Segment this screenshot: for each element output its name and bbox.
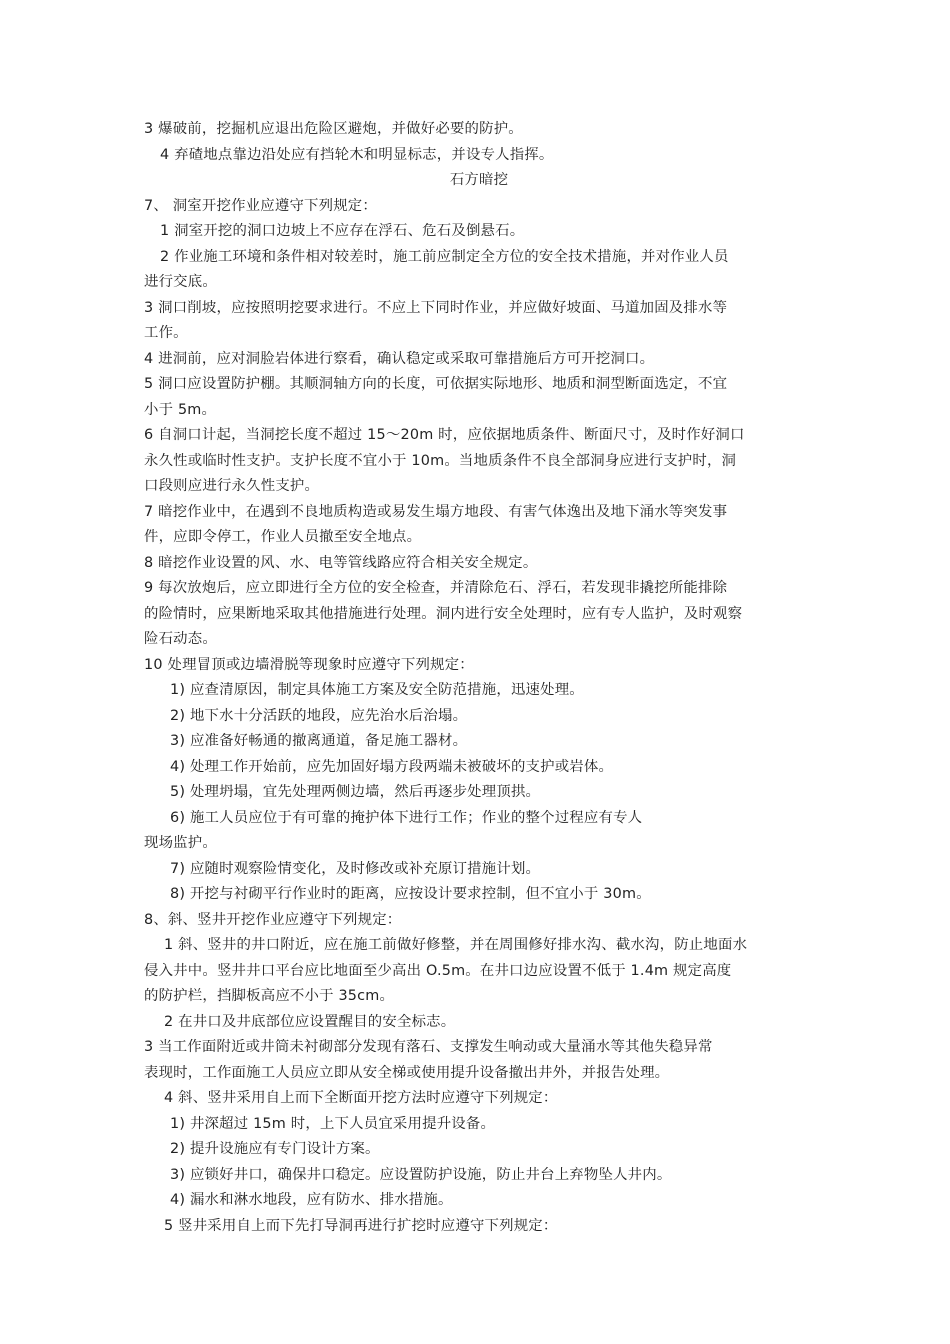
- text-line: 进行交底。: [144, 274, 217, 290]
- text-line: 5 洞口应设置防护棚。其顺洞轴方向的长度，可依据实际地形、地质和洞型断面选定，不宜: [144, 376, 728, 392]
- text-line: 1 斜、竖井的井口附近，应在施工前做好修整，并在周围修好排水沟、截水沟，防止地面水: [164, 937, 748, 953]
- text-line: 件，应即令停工，作业人员撤至安全地点。: [144, 529, 422, 545]
- text-line: 2) 地下水十分活跃的地段，应先治水后治塌。: [170, 707, 468, 724]
- text-line: 9 每次放炮后，应立即进行全方位的安全检查，并清除危石、浮石，若发现非撬挖所能排除: [144, 580, 728, 596]
- text-line: 险石动态。: [144, 631, 217, 647]
- text-line: 的防护栏，挡脚板高应不小于 35cm。: [144, 988, 395, 1004]
- text-line: 永久性或临时性支护。支护长度不宜小于 10m。当地质条件不良全部洞身应进行支护时，洞: [144, 452, 737, 469]
- text-line: 2 作业施工环境和条件相对较差时，施工前应制定全方位的安全技术措施，并对作业人员: [160, 248, 729, 265]
- text-line: 工作。: [144, 325, 188, 341]
- text-line: 3) 应准备好畅通的撤离通道，备足施工器材。: [170, 733, 468, 749]
- text-line: 4 斜、竖井采用自上而下全断面开挖方法时应遵守下列规定：: [164, 1090, 558, 1106]
- text-line: 侵入井中。竖井井口平台应比地面至少高出 O.5m。在井口边应设置不低于 1.4m 规定高度: [144, 962, 732, 979]
- text-line: 7 暗挖作业中，在遇到不良地质构造或易发生塌方地段、有害气体逸出及地下涌水等突发事: [144, 503, 728, 520]
- text-line: 4) 处理工作开始前，应先加固好塌方段两端未被破坏的支护或岩体。: [170, 758, 614, 775]
- text-line: 2 在井口及井底部位应设置醒目的安全标志。: [164, 1013, 456, 1030]
- text-line: 5 竖井采用自上而下先打导洞再进行扩挖时应遵守下列规定：: [164, 1217, 558, 1234]
- document-body: [144, 117, 814, 1239]
- text-line: 小于 5m。: [144, 401, 217, 418]
- text-line: 5) 处理坍塌，宜先处理两侧边墙，然后再逐步处理顶拱。: [170, 784, 541, 800]
- text-line: 8) 开挖与衬砌平行作业时的距离，应按设计要求控制，但不宜小于 30m。: [170, 886, 651, 902]
- text-line: 2) 提升设施应有专门设计方案。: [170, 1141, 380, 1157]
- text-line: 8、斜、竖井开挖作业应遵守下列规定：: [144, 911, 402, 928]
- text-line: 1 洞室开挖的洞口边坡上不应存在浮石、危石及倒悬石。: [160, 223, 525, 239]
- text-line: 4 弃碴地点靠边沿处应有挡轮木和明显标志，并设专人指挥。: [160, 146, 554, 163]
- text-line: 8 暗挖作业设置的风、水、电等管线路应符合相关安全规定。: [144, 554, 538, 571]
- section-heading: 石方暗挖: [449, 172, 509, 188]
- text-line: 6) 施工人员应位于有可靠的掩护体下进行工作；作业的整个过程应有专人: [170, 809, 643, 826]
- text-line: 1) 应查清原因，制定具体施工方案及安全防范措施，迅速处理。: [170, 682, 584, 698]
- text-line: 1) 井深超过 15m 时，上下人员宜采用提升设备。: [170, 1115, 496, 1132]
- text-line: 3 爆破前，挖掘机应退出危险区避炮，并做好必要的防护。: [144, 121, 523, 137]
- text-line: 3) 应锁好井口，确保井口稳定。应设置防护设施，防止井台上弃物坠人井内。: [170, 1166, 672, 1183]
- text-line: 6 自洞口计起，当洞挖长度不超过 15～20m 时，应依据地质条件、断面尺寸，及时作好洞口: [144, 427, 745, 443]
- text-line: 4) 漏水和淋水地段，应有防水、排水措施。: [170, 1192, 453, 1208]
- text-line: 10 处理冒顶或边墙滑脱等现象时应遵守下列规定：: [144, 656, 474, 673]
- text-line: 3 当工作面附近或井筒未衬砌部分发现有落石、支撑发生响动或大量涌水等其他失稳异常: [144, 1039, 713, 1055]
- text-line: 4 进洞前，应对洞脸岩体进行察看，确认稳定或采取可靠措施后方可开挖洞口。: [144, 350, 655, 367]
- text-line: 7) 应随时观察险情变化，及时修改或补充原订措施计划。: [170, 860, 541, 877]
- text-line: 口段则应进行永久性支护。: [144, 478, 320, 494]
- text-line: 7、 洞室开挖作业应遵守下列规定：: [144, 197, 377, 214]
- text-line: 的险情时，应果断地采取其他措施进行处理。洞内进行安全处理时，应有专人监护，及时观察: [144, 605, 743, 622]
- text-line: 现场监护。: [144, 835, 217, 851]
- text-line: 表现时，工作面施工人员应立即从安全梯或使用提升设备撤出井外，并报告处理。: [144, 1064, 670, 1081]
- text-line: 3 洞口削坡，应按照明挖要求进行。不应上下同时作业，并应做好坡面、马道加固及排水等: [144, 299, 728, 316]
